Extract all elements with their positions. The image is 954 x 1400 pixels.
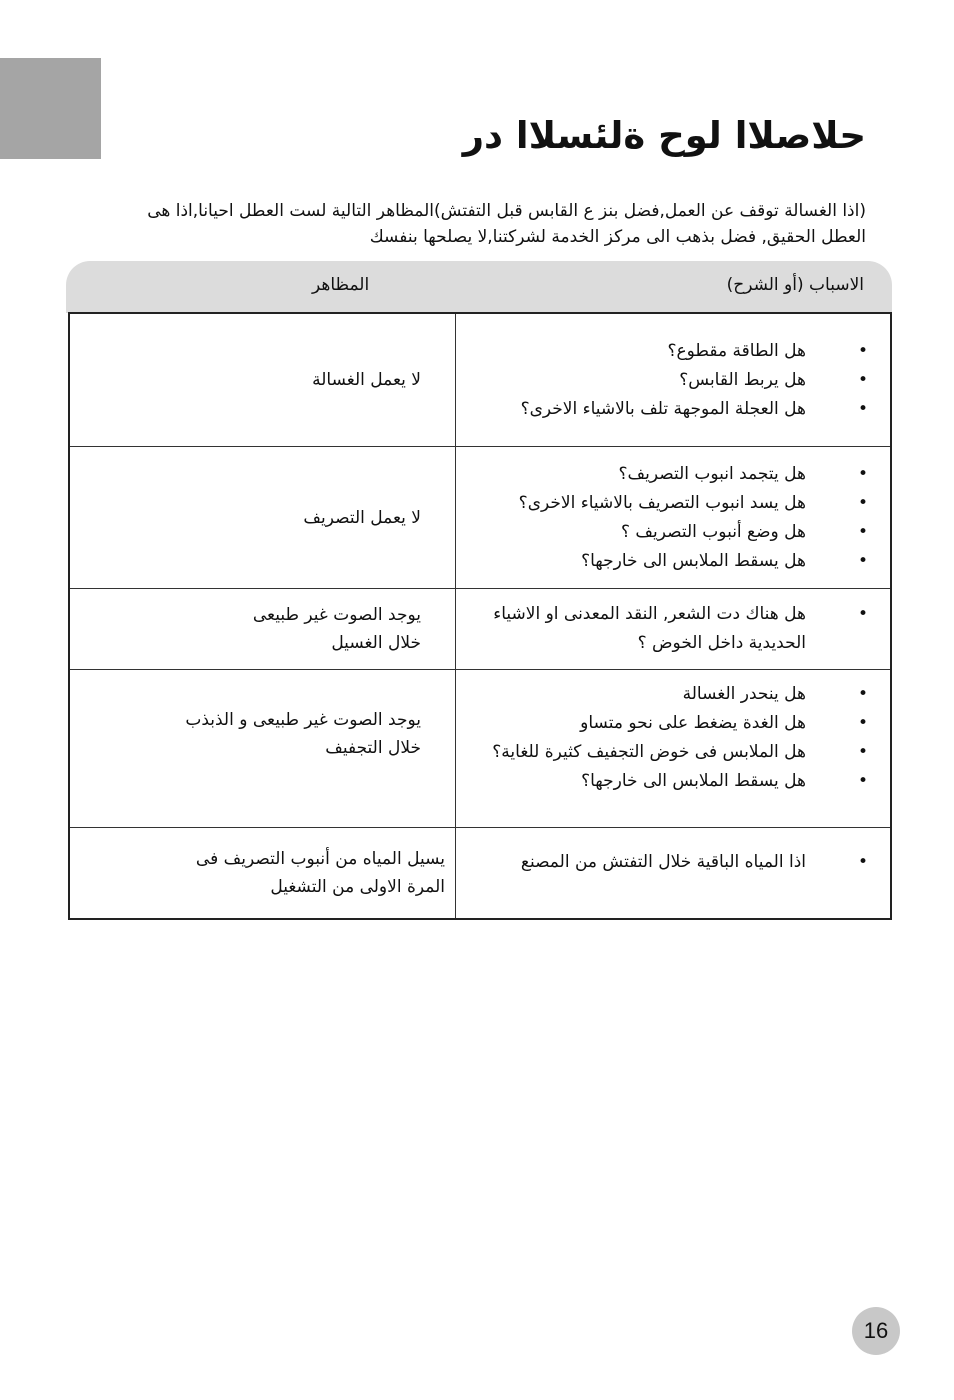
causes-cell — [456, 589, 890, 669]
problem-cell — [70, 670, 456, 827]
problem-cell — [70, 589, 456, 669]
header-causes: الاسباب (أو الشرح) — [726, 275, 864, 295]
bullet-icon: • — [857, 604, 868, 624]
problem-line: يوجد الصوت غير طبيعى — [252, 605, 421, 625]
causes-cell — [456, 314, 890, 446]
problem-line: خلال الغسيل — [331, 633, 421, 653]
cause-item: • هل الطاقة مقطوع؟ — [466, 337, 868, 366]
cause-item: • هل يربط القابس؟ — [466, 366, 868, 395]
table-row — [70, 588, 890, 669]
bullet-icon: • — [857, 771, 868, 791]
problem-line: لا يعمل التصريف — [303, 507, 421, 528]
causes-cell — [456, 670, 890, 827]
bullet-icon: • — [857, 340, 868, 361]
header-problem: المظاهر — [312, 275, 370, 295]
intro-paragraph: (اذا الغسالة توقف عن العمل,فضل بنز ع القابس قبل التفتش)المظاهر التالية لست العطل احيانا,اذا هى العطل الحقيق, فضل بذهب الى مركز الخدمة لشركتنا,لا يصلحها بنفسك — [147, 201, 866, 247]
cause-item: • هل الغدة يضغط على نحو متساو — [466, 709, 868, 738]
cause-item: • اذا المياه الباقية خلال التفتش من المصنع — [466, 848, 868, 877]
cause-item: • هل الملابس فى خوض التجفيف كثيرة للغاية؟ — [466, 738, 868, 767]
bullet-icon: • — [857, 463, 868, 484]
problem-cell — [70, 314, 456, 446]
bullet-icon: • — [857, 684, 868, 704]
cause-item: • هل هناك دت الشعر, النقد المعدنى او الاشياء الحديدية داخل الخوض ؟ — [466, 600, 868, 658]
problem-cell — [70, 828, 456, 918]
problem-line: خلال التجفيف — [325, 738, 421, 758]
troubleshooting-table — [68, 312, 892, 920]
table-header — [66, 261, 892, 313]
bullet-icon: • — [857, 742, 868, 762]
page-number-badge: 16 — [852, 1307, 900, 1355]
cause-item: • هل العجلة الموجهة تلف بالاشياء الاخرى؟ — [466, 395, 868, 424]
bullet-icon: • — [857, 369, 868, 390]
table-row — [70, 669, 890, 827]
bullet-icon: • — [857, 521, 868, 542]
table-row — [70, 314, 890, 446]
problem-cell — [70, 447, 456, 588]
bullet-icon: • — [857, 550, 868, 571]
gray-tab-marker — [0, 58, 101, 159]
page-title: حلاصلاا لوح ةلئسلاا در — [462, 114, 866, 157]
table-row — [70, 827, 890, 918]
problem-line: المرة الاولى من التشغيل — [270, 877, 445, 897]
cause-item: • هل يسقط الملابس الى خارجها؟ — [466, 767, 868, 796]
bullet-icon: • — [857, 852, 868, 872]
bullet-icon: • — [857, 492, 868, 513]
cause-item: • هل يتجمد انبوب التصريف؟ — [466, 460, 868, 489]
cause-item: • هل وضع أنبوب التصريف ؟ — [466, 518, 868, 547]
causes-cell — [456, 447, 890, 588]
cause-item: • هل يسقط الملابس الى خارجها؟ — [466, 547, 868, 576]
problem-line: يسيل المياه من أنبوب التصريف فى — [195, 849, 445, 869]
cause-item: • هل ينحدر الغسالة — [466, 680, 868, 709]
cause-item: • هل يسد انبوب التصريف بالاشياء الاخرى؟ — [466, 489, 868, 518]
problem-line: لا يعمل الغسالة — [312, 370, 421, 390]
problem-line: يوجد الصوت غير طبيعى و الذبذب — [185, 710, 421, 730]
bullet-icon: • — [857, 713, 868, 733]
table-row — [70, 446, 890, 588]
causes-cell — [456, 828, 890, 918]
bullet-icon: • — [857, 398, 868, 419]
